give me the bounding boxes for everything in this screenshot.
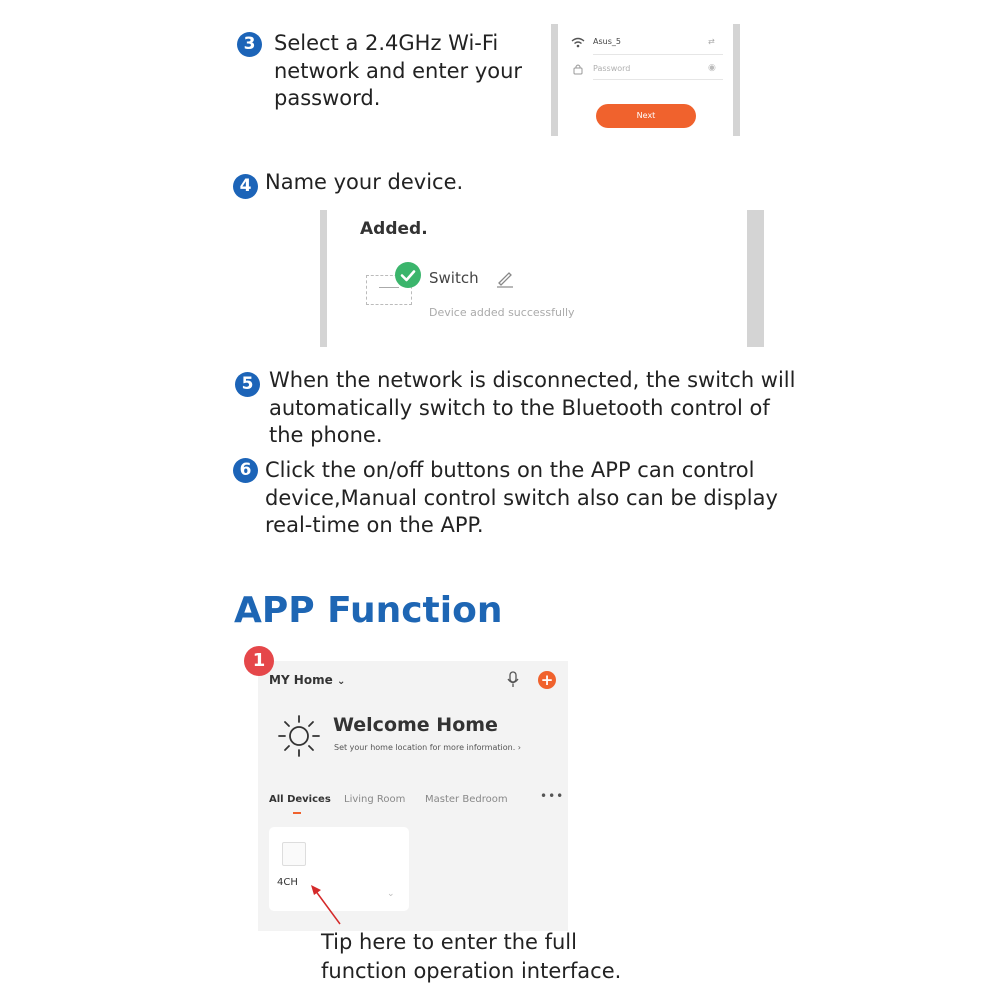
step-3-badge: 3 (237, 32, 262, 57)
app-function-badge: 1 (244, 646, 274, 676)
ssid-underline (593, 54, 723, 55)
wifi-ssid[interactable]: Asus_5 (593, 37, 621, 46)
tip-line-1: Tip here to enter the full (321, 930, 577, 954)
tab-master-bedroom[interactable]: Master Bedroom (425, 794, 508, 805)
tip-text (321, 928, 621, 986)
step-3-line-2: network and enter your (274, 58, 523, 83)
step-4-badge: 4 (233, 174, 258, 199)
added-screen-left-edge (320, 210, 327, 347)
added-status: Device added successfully (429, 306, 575, 319)
step-6-line-2: device,Manual control switch also can be display (265, 485, 778, 510)
welcome-subtitle[interactable] (334, 743, 521, 752)
welcome-title: Welcome Home (333, 714, 498, 736)
step-6-text (265, 457, 778, 540)
device-card-chevron-icon[interactable]: ⌄ (387, 889, 395, 899)
step-3-line-1: Select a 2.4GHz Wi-Fi (274, 31, 499, 55)
wifi-switch-icon[interactable]: ⇄ (708, 37, 715, 46)
active-tab-indicator (293, 812, 301, 814)
chevron-down-icon: ⌄ (336, 676, 346, 687)
wifi-screen-right-edge (733, 24, 740, 136)
add-device-button[interactable]: + (538, 671, 556, 689)
step-4-text (265, 169, 463, 197)
wifi-screen (558, 24, 733, 136)
eye-icon[interactable]: ◉ (708, 63, 716, 73)
more-tabs-icon[interactable]: ••• (540, 789, 565, 803)
tab-all-devices[interactable]: All Devices (269, 794, 331, 805)
step-3-text (274, 30, 522, 113)
home-selector[interactable] (269, 673, 345, 687)
added-screen-right-edge (747, 210, 764, 347)
microphone-icon[interactable] (506, 671, 520, 688)
device-icon (282, 842, 306, 866)
password-underline (593, 79, 723, 80)
sun-icon (276, 713, 322, 759)
pointer-arrow-icon (305, 880, 350, 930)
added-title: Added. (360, 219, 428, 239)
step-6-line-1: Click the on/off buttons on the APP can control (265, 458, 755, 482)
step-5-line-3: the phone. (269, 423, 383, 447)
section-title: APP Function (234, 590, 503, 631)
tip-line-2: function operation interface. (321, 959, 622, 983)
step-4-line-1: Name your device. (265, 170, 464, 194)
step-5-line-2: automatically switch to the Bluetooth control of (269, 395, 770, 420)
added-screen (327, 210, 747, 347)
step-3-line-3: password. (274, 86, 381, 110)
step-5-badge: 5 (235, 372, 260, 397)
password-field[interactable]: Password (593, 64, 631, 73)
check-icon (395, 262, 421, 288)
welcome-subtitle-text: Set your home location for more information. (334, 743, 516, 752)
wifi-icon (571, 37, 585, 48)
chevron-right-icon: › (517, 743, 521, 752)
step-5-text (269, 367, 795, 450)
device-name: Switch (429, 269, 479, 287)
next-button[interactable]: Next (596, 104, 696, 128)
lock-icon (573, 63, 583, 75)
home-label: MY Home (269, 673, 333, 687)
device-card-label: 4CH (277, 877, 298, 888)
edit-pencil-icon[interactable] (495, 268, 515, 288)
step-6-line-3: real-time on the APP. (265, 513, 484, 537)
wifi-screen-left-edge (551, 24, 558, 136)
step-5-line-1: When the network is disconnected, the switch will (269, 368, 796, 392)
tab-living-room[interactable]: Living Room (344, 794, 406, 805)
step-6-badge: 6 (233, 458, 258, 483)
